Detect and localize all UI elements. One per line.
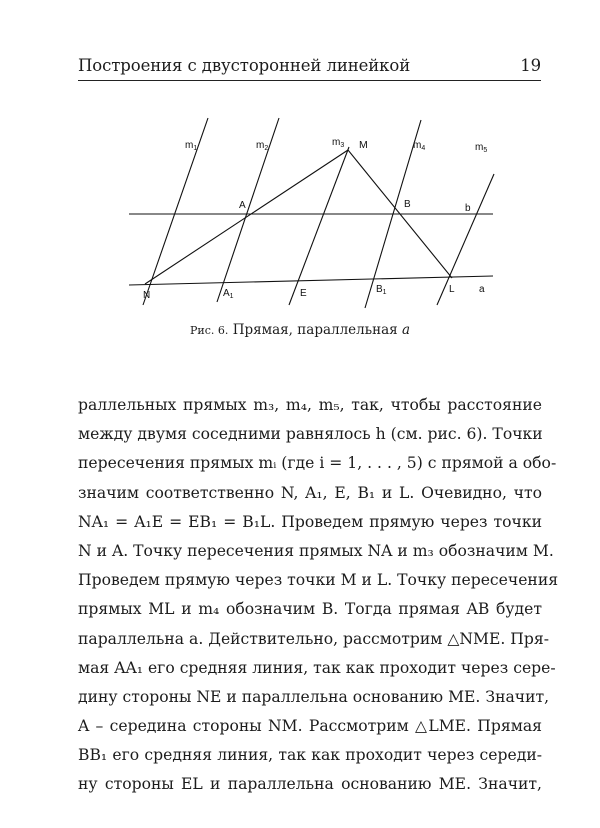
label-L: L bbox=[449, 284, 455, 295]
caption-text: Прямая, параллельная bbox=[232, 322, 398, 338]
figure-6-diagram bbox=[0, 0, 600, 320]
body-text bbox=[78, 391, 559, 800]
label-m1: $m_1$ bbox=[185, 140, 198, 152]
text-line: раллельных прямых m₃, m₄, m₅, так, чтобы расстояние bbox=[78, 396, 542, 414]
text-line: A – середина стороны NM. Рассмотрим △LME. Прямая bbox=[78, 717, 542, 736]
page-number: 19 bbox=[520, 56, 541, 75]
segment-NM bbox=[145, 150, 348, 284]
text-line: дину стороны NE и параллельна основанию ME. Значит, bbox=[78, 687, 550, 706]
label-b: b bbox=[465, 203, 471, 214]
label-m3: $m_3$ bbox=[332, 137, 345, 149]
caption-variable: a bbox=[401, 322, 410, 338]
text-line: значим соответственно N, A₁, E, B₁ и L. Очевидно, что bbox=[78, 483, 542, 502]
text-line: между двумя соседними равнялось h (см. рис. 6). Точки bbox=[78, 425, 543, 444]
label-m5: $m_5$ bbox=[475, 142, 488, 154]
text-line: N и A. Точку пересечения прямых NA и m₃ обозначим M. bbox=[78, 541, 554, 560]
label-B1: $B_1$ bbox=[376, 284, 387, 296]
caption-prefix: Рис. 6. bbox=[190, 324, 229, 337]
text-line: Проведем прямую через точки M и L. Точку пересечения bbox=[78, 571, 559, 590]
label-A1: $A_1$ bbox=[223, 288, 234, 300]
label-a: a bbox=[479, 284, 485, 295]
running-title: Построения с двусторонней линейкой bbox=[78, 56, 411, 75]
label-m2: $m_2$ bbox=[256, 140, 269, 152]
text-line: параллельна a. Действительно, рассмотрим △NME. Пря- bbox=[78, 629, 549, 648]
label-A: A bbox=[239, 200, 246, 211]
text-line: NA₁ = A₁E = EB₁ = B₁L. Проведем прямую через точки bbox=[78, 512, 542, 531]
text-line: ну стороны EL и параллельна основанию ME. Значит, bbox=[78, 775, 542, 794]
text-line: прямых ML и m₄ обозначим B. Тогда прямая AB будет bbox=[78, 600, 542, 619]
text-line: BB₁ его средняя линия, так как проходит через середи- bbox=[78, 746, 542, 765]
label-N: N bbox=[143, 290, 151, 301]
line-m1 bbox=[143, 118, 208, 305]
label-m4: $m_4$ bbox=[413, 140, 426, 152]
figure-caption bbox=[0, 322, 600, 338]
line-a bbox=[129, 276, 493, 285]
label-E: E bbox=[300, 288, 307, 299]
text-line: пересечения прямых mᵢ (где i = 1, . . . , 5) с прямой a обо- bbox=[78, 454, 557, 473]
line-m5 bbox=[437, 174, 494, 305]
label-M: M bbox=[359, 139, 368, 151]
text-line: мая AA₁ его средняя линия, так как проходит через сере- bbox=[78, 658, 556, 677]
label-B: B bbox=[404, 199, 411, 210]
line-m2 bbox=[217, 118, 279, 302]
